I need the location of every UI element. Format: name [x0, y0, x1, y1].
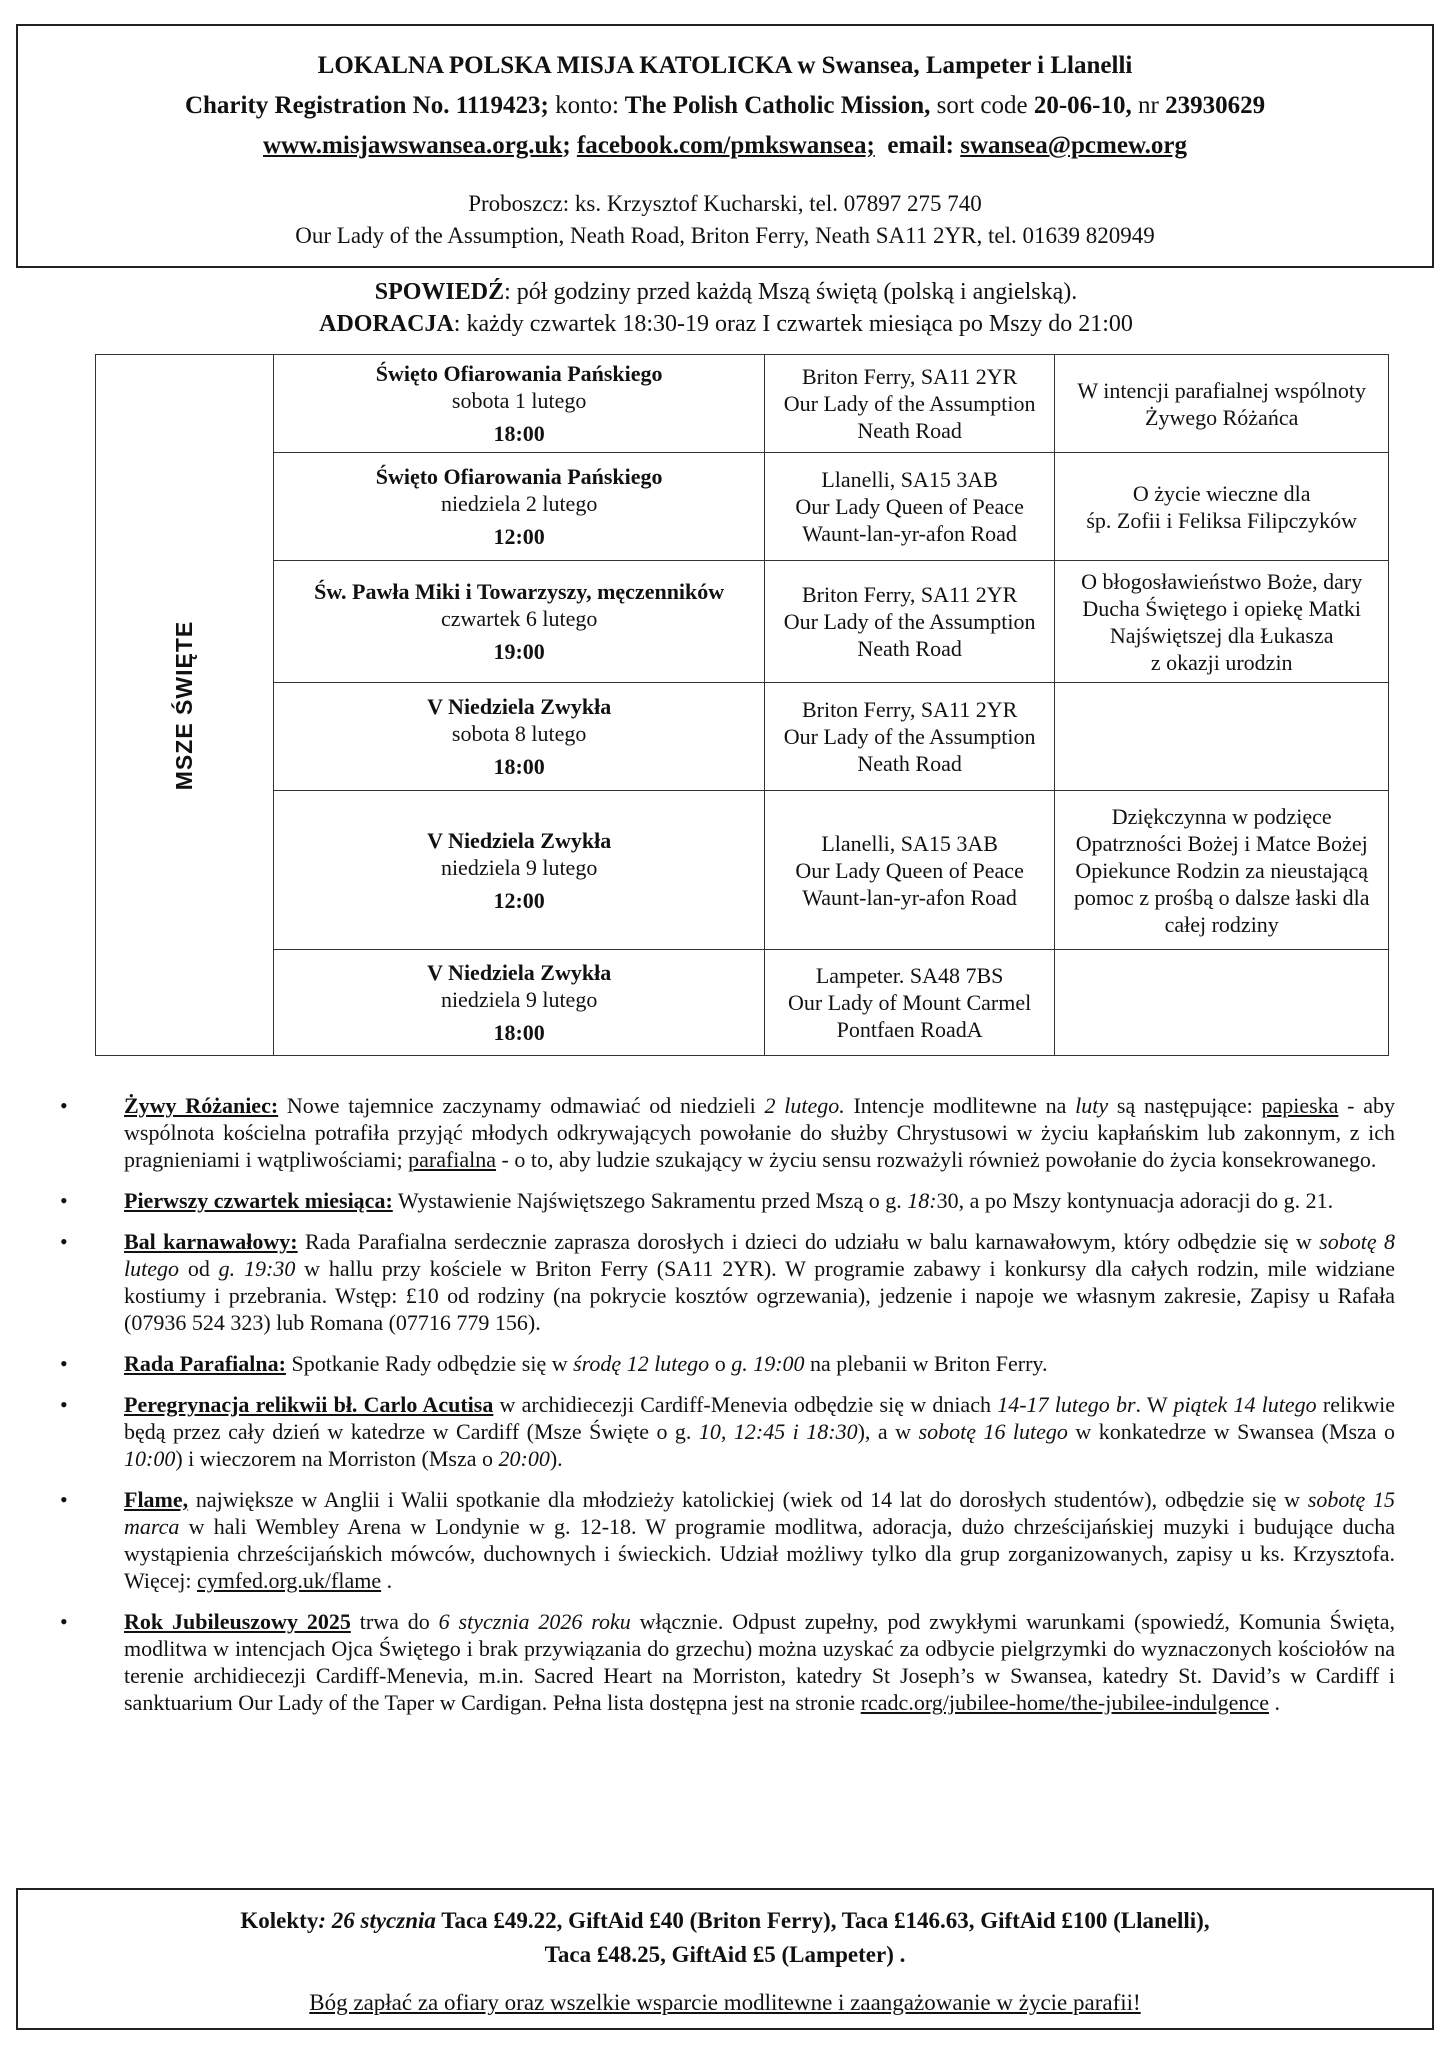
intention-line: śp. Zofii i Feliksa Filipczyków	[1086, 507, 1358, 533]
notice-text: 20:00	[498, 1446, 550, 1471]
notice-text: Wystawienie Najświętszego Sakramentu przed Mszą o g.	[392, 1188, 908, 1213]
contact-links: www.misjawswansea.org.uk; facebook.com/pmkswansea; email: swansea@pcmew.org	[263, 132, 1187, 159]
mass-time: 18:00	[493, 1020, 545, 1045]
notice-text: w archidiecezji Cardiff-Menevia odbędzie się w dniach	[493, 1392, 998, 1417]
mass-title: Święto Ofiarowania Pańskiego	[375, 361, 663, 386]
mass-day: niedziela 9 lutego	[440, 854, 598, 880]
intention-line: Ducha Świętego i opiekę Matki	[1082, 595, 1361, 621]
notice-text: g. 19:30	[218, 1256, 296, 1281]
konto-name: The Polish Catholic Mission,	[624, 92, 931, 119]
charity-number: Charity Registration No. 1119423;	[184, 92, 549, 119]
mass-row	[96, 453, 1389, 561]
sort-label: sort code	[936, 92, 1028, 119]
notice-text: trwa do	[350, 1609, 439, 1634]
notice-text: .	[1268, 1690, 1280, 1715]
mass-name-cell	[274, 355, 764, 453]
notice-text: . W	[1135, 1392, 1174, 1417]
notice-text: Rada Parafialna serdecznie zaprasza dorosłych i dzieci do udziału w balu karnawałowym, który odbędzie się w	[297, 1229, 1320, 1254]
account-number: 23930629	[1165, 92, 1266, 119]
street-name: Waunt-lan-yr-afon Road	[802, 884, 1017, 910]
collections-line-1	[18, 1904, 1432, 1938]
mass-location-cell	[764, 683, 1055, 791]
location-line: Briton Ferry, SA11 2YR	[801, 697, 1018, 722]
mass-time: 12:00	[493, 524, 545, 549]
collections-amounts-1: Taca £49.22, GiftAid £40 (Briton Ferry), Taca £146.63, GiftAid £100 (Llanelli),	[435, 1908, 1210, 1933]
email-label: email:	[887, 132, 954, 159]
location-line: Briton Ferry, SA11 2YR	[801, 364, 1018, 389]
confession-label: SPOWIEDŹ	[374, 279, 505, 305]
notice-text: środę 12 lutego	[573, 1351, 710, 1376]
notice-text: - o to, aby ludzie szukający w życiu sensu rozważyli również powołanie do życia konsekrowanego.	[496, 1147, 1377, 1172]
mass-time: 12:00	[493, 887, 545, 913]
mass-name-cell	[274, 453, 764, 561]
notice-item	[60, 1486, 1395, 1594]
sort-code: 20-06-10,	[1033, 92, 1132, 119]
priest-info: Proboszcz: ks. Krzysztof Kucharski, tel. 07897 275 740	[468, 191, 982, 216]
notice-text: Nowe tajemnice zaczynamy odmawiać od niedzieli	[278, 1093, 765, 1118]
nr-label: nr	[1137, 92, 1159, 119]
location-line: Llanelli, SA15 3AB	[821, 467, 998, 492]
side-column	[96, 355, 274, 1056]
street-name: Neath Road	[857, 418, 962, 443]
mass-day: czwartek 6 lutego	[440, 606, 598, 631]
mass-intention-cell	[1055, 683, 1389, 791]
church-address: Our Lady of the Assumption, Neath Road, Briton Ferry, Neath SA11 2YR, tel. 01639 820949	[295, 223, 1155, 248]
notice-text: relikwie będą przez cały dzień w katedrze w Cardiff (Msze Święte o g.	[124, 1392, 1395, 1444]
notice-text: 2 lutego.	[764, 1093, 845, 1118]
notice-text: ), a w	[857, 1419, 919, 1444]
notice-lead: Pierwszy czwartek miesiąca:	[124, 1188, 393, 1213]
notice-lead: Rada Parafialna:	[124, 1351, 286, 1376]
notice-text: w hallu przy kościele w Briton Ferry (SA11 2YR). W programie zabawy i konkursy dla całych rodzin, mile widziane kostiumy i przebrania. Wstęp: £10 od rodziny (na pokrycie kosztów ogrzewania), jedzenie i napoje we własnym zakresie, Zapisy u Rafała (07936 524 323) lub Romana (07716 779 156).	[124, 1256, 1396, 1335]
mass-intention-cell	[1055, 561, 1389, 683]
mass-title: V Niedziela Zwykła	[427, 960, 612, 985]
mass-row	[96, 355, 1389, 453]
notice-link[interactable]: papieska	[1261, 1093, 1339, 1118]
notice-text: Spotkanie Rady odbędzie się w	[285, 1351, 574, 1376]
notice-text: piątek 14 lutego	[1173, 1392, 1317, 1417]
mass-title: Św. Pawła Miki i Towarzyszy, męczenników	[314, 579, 725, 604]
notices-list	[60, 1092, 1395, 1730]
confession-text: : pół godziny przed każdą Mszą świętą (polską i angielską).	[504, 279, 1078, 305]
notice-item	[60, 1391, 1395, 1472]
notice-text: o	[709, 1351, 732, 1376]
adoration-info	[0, 308, 1452, 340]
adoration-text: : każdy czwartek 18:30-19 oraz I czwartek miesiąca po Mszy do 21:00	[453, 311, 1133, 337]
street-name: Neath Road	[857, 636, 962, 661]
intention-line: całej rodziny	[1164, 911, 1279, 937]
church-name: Our Lady of Mount Carmel	[788, 990, 1032, 1015]
notice-text: 14-17 lutego br	[997, 1392, 1136, 1417]
mass-row	[96, 561, 1389, 683]
intention-line: Opiekunce Rodzin za nieustającą	[1075, 857, 1368, 883]
collections-date: : 26 stycznia	[318, 1908, 436, 1933]
bank-details	[18, 86, 1432, 126]
mass-row	[96, 683, 1389, 791]
intention-line: W intencji parafialnej wspólnoty	[1077, 377, 1366, 403]
mass-row	[96, 791, 1389, 950]
notice-text: Intencje modlitewne na	[844, 1093, 1076, 1118]
notice-text: sobotę 15 marca	[124, 1487, 1395, 1539]
notice-text: od	[179, 1256, 219, 1281]
confession-info	[0, 276, 1452, 308]
website-link[interactable]: www.misjawswansea.org.uk	[263, 132, 563, 159]
mass-location-cell	[764, 355, 1055, 453]
notice-lead: Żywy Różaniec:	[124, 1093, 279, 1118]
notice-text: ) i wieczorem na Morriston (Msza o	[175, 1446, 499, 1471]
mass-intention-cell	[1055, 453, 1389, 561]
notice-text: 18:	[907, 1188, 937, 1213]
location-line: Lampeter. SA48 7BS	[815, 963, 1004, 988]
notice-lead: Rok Jubileuszowy 2025	[124, 1609, 351, 1634]
intention-line: pomoc z prośbą o dalsze łaski dla	[1073, 884, 1370, 910]
notice-text: luty	[1075, 1093, 1109, 1118]
notice-text: 6 stycznia 2026 roku	[438, 1609, 631, 1634]
notice-link[interactable]: cymfed.org.uk/flame	[197, 1568, 382, 1593]
intention-line: O życie wieczne dla	[1132, 480, 1311, 506]
notice-text: w konkatedrze w Swansea (Msza o	[1067, 1419, 1396, 1444]
mass-intention-cell	[1055, 950, 1389, 1056]
intention-line: z okazji urodzin	[1150, 649, 1293, 675]
mass-day: niedziela 9 lutego	[440, 987, 598, 1012]
email-link[interactable]: swansea@pcmew.org	[960, 132, 1187, 159]
collections-line-2: Taca £48.25, GiftAid £5 (Lampeter) .	[544, 1942, 906, 1967]
intention-line: Opatrzności Bożej i Matce Bożej	[1075, 830, 1368, 856]
mass-day: sobota 8 lutego	[451, 721, 587, 746]
notice-lead: Bal karnawałowy:	[124, 1229, 298, 1254]
mass-row	[96, 950, 1389, 1056]
notice-text: 30, a po Mszy kontynuacja adoracji do g. 21.	[936, 1188, 1334, 1213]
mass-name-cell	[274, 791, 764, 950]
mass-name-cell	[274, 950, 764, 1056]
mass-location-cell	[764, 561, 1055, 683]
mass-location-cell	[764, 950, 1055, 1056]
mass-intention-cell	[1055, 791, 1389, 950]
notice-text: włącznie. Odpust zupełny, pod zwykłymi warunkami (spowiedź, Komunia Święta, modlitwa w intencjach Ojca Świętego i brak przywiązania do grzechu) można uzyskać za odbycie pielgrzymki do wyznaczonych kościołów na terenie archidiecezji Cardiff-Menevia, m.in. Sacred Heart na Morriston, katedry St Joseph’s w Swansea, katedry St. David’s w Cardiff i sanktuarium Our Lady of the Taper w Cardigan. Pełna lista dostępna jest na stronie	[124, 1609, 1395, 1715]
notice-text: ).	[549, 1446, 563, 1471]
thanks-line: Bóg zapłać za ofiary oraz wszelkie wsparcie modlitewne i zaangażowanie w życie parafii!	[309, 1990, 1141, 2015]
church-name: Our Lady of the Assumption	[783, 724, 1036, 749]
footer-box	[16, 1888, 1434, 2030]
mass-title: V Niedziela Zwykła	[427, 827, 612, 853]
notice-item	[60, 1092, 1395, 1173]
notice-link[interactable]: rcadc.org/jubilee-home/the-jubilee-indulgence	[860, 1690, 1269, 1715]
street-name: Neath Road	[857, 751, 962, 776]
notice-text: 10:00	[124, 1446, 176, 1471]
notice-text: największe w Anglii i Walii spotkanie dla młodzieży katolickiej (wiek od 14 lat do dorosłych studentów), odbędzie się w	[188, 1487, 1308, 1512]
intention-line: O błogosławieństwo Boże, dary	[1081, 568, 1363, 594]
side-label: MSZE ŚWIĘTE	[171, 620, 198, 790]
notice-item	[60, 1350, 1395, 1377]
mission-title: LOKALNA POLSKA MISJA KATOLICKA w Swansea, Lampeter i Llanelli	[317, 52, 1133, 79]
mass-title: Święto Ofiarowania Pańskiego	[375, 464, 663, 489]
konto-label: konto:	[555, 92, 619, 119]
notice-item	[60, 1228, 1395, 1336]
notice-lead: Peregrynacja relikwii bł. Carlo Acutisa	[124, 1392, 494, 1417]
church-name: Our Lady of the Assumption	[783, 609, 1036, 634]
notice-lead: Flame,	[124, 1487, 189, 1512]
notice-text: są następujące:	[1108, 1093, 1262, 1118]
notice-text: na plebanii w Briton Ferry.	[804, 1351, 1048, 1376]
church-name: Our Lady Queen of Peace	[795, 857, 1024, 883]
mass-time: 19:00	[493, 639, 545, 664]
notice-link[interactable]: parafialna	[408, 1147, 497, 1172]
intention-line: Żywego Różańca	[1145, 404, 1299, 430]
street-name: Waunt-lan-yr-afon Road	[802, 521, 1017, 546]
notice-text: .	[381, 1568, 393, 1593]
church-name: Our Lady Queen of Peace	[795, 494, 1024, 519]
location-line: Briton Ferry, SA11 2YR	[801, 582, 1018, 607]
header-box	[16, 24, 1434, 268]
mass-day: sobota 1 lutego	[451, 388, 587, 413]
mass-location-cell	[764, 453, 1055, 561]
mass-location-cell	[764, 791, 1055, 950]
mass-name-cell	[274, 561, 764, 683]
street-name: Pontfaen RoadA	[836, 1017, 983, 1042]
notice-text: w hali Wembley Arena w Londynie w g. 12-18. W programie modlitwa, adoracja, dużo chrześcijańskiej muzyki i budujące ducha wystąpienia chrześcijańskich mówców, duchownych i świeckich. Udział możliwy tylko dla grup zorganizowanych, zapisy u ks. Krzysztofa. Więcej:	[124, 1514, 1395, 1593]
notice-text: sobotę 8 lutego	[124, 1229, 1395, 1281]
notice-text: 10, 12:45 i 18:30	[698, 1419, 858, 1444]
mass-time: 18:00	[493, 754, 545, 779]
notice-item	[60, 1187, 1395, 1214]
intention-line: Najświętszej dla Łukasza	[1109, 622, 1334, 648]
mass-day: niedziela 2 lutego	[440, 491, 598, 516]
notice-item	[60, 1608, 1395, 1716]
church-name: Our Lady of the Assumption	[783, 391, 1036, 416]
notice-text: g. 19:00	[731, 1351, 805, 1376]
mass-name-cell	[274, 683, 764, 791]
notice-text: - aby wspólnota kościelna potrafiła przyjąć młodych odkrywających powołanie do służby Chrystusowi w życiu kapłańskim lub zakonnym, z ich pragnieniami i wątpliwościami;	[124, 1093, 1395, 1172]
location-line: Llanelli, SA15 3AB	[821, 830, 998, 856]
mass-intention-cell	[1055, 355, 1389, 453]
mass-title: V Niedziela Zwykła	[427, 694, 612, 719]
mass-time: 18:00	[493, 421, 545, 446]
intention-line: Dziękczynna w podzięce	[1111, 803, 1332, 829]
adoration-label: ADORACJA	[319, 311, 454, 337]
mass-schedule-table	[95, 354, 1389, 1056]
facebook-link[interactable]: facebook.com/pmkswansea;	[576, 132, 875, 159]
notice-text: sobotę 16 lutego	[918, 1419, 1068, 1444]
collections-label: Kolekty	[240, 1908, 319, 1933]
